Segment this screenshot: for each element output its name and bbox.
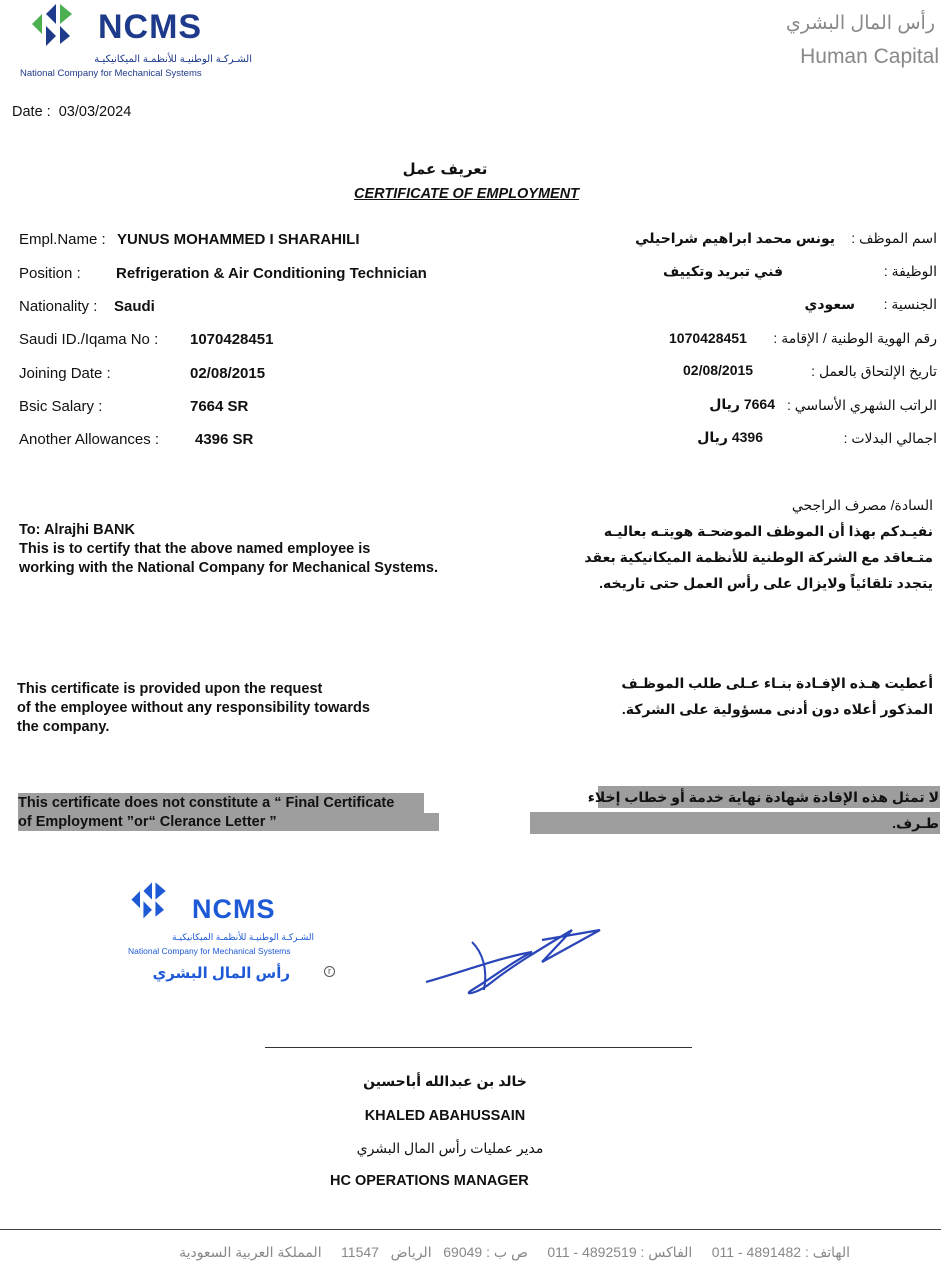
date-label: Date : (12, 104, 51, 120)
disclaimer-line-ar: طـرف. (892, 815, 939, 831)
bank-line: To: Alrajhi BANK (19, 522, 135, 538)
field-label-joining-date: Joining Date : (19, 365, 111, 382)
logo-english-name: National Company for Mechanical Systems (20, 68, 202, 79)
field-value-id: 1070428451 (190, 331, 274, 348)
ncms-diamond-icon (128, 880, 188, 920)
field-ar-label-id: رقم الهوية الوطنية / الإقامة : (773, 330, 937, 346)
field-label-id: Saudi ID./Iqama No : (19, 331, 159, 348)
field-label-salary: Bsic Salary : (19, 398, 103, 415)
bank-line-ar: نفيـدكم بهذا أن الموظف الموضحـة هويتـه بعاليـه (603, 523, 933, 539)
field-ar-value-nationality: سعودي (804, 296, 855, 312)
bank-paragraph-english (19, 521, 499, 578)
department-english: Human Capital (800, 45, 939, 68)
field-ar-value-name: يونس محمد ابراهيم شراحيلي (635, 230, 835, 246)
field-ar-label-name: اسم الموظف : (851, 230, 937, 246)
field-value-name: YUNUS MOHAMMED I SHARAHILI (117, 231, 360, 248)
title-arabic: تعريف عمل (402, 161, 488, 178)
bank-line-ar: متـعاقد مع الشركة الوطنية للأنظمة الميكانيكية بعقد (584, 549, 933, 565)
signature-drawing (422, 912, 622, 1002)
field-ar-label-joining-date: تاريخ الإلتحاق بالعمل : (811, 363, 937, 379)
title-english: CERTIFICATE OF EMPLOYMENT (354, 186, 580, 202)
field-ar-label-position: الوظيفة : (883, 263, 937, 279)
request-paragraph-arabic (553, 670, 933, 722)
signatory-name-english: KHALED ABAHUSSAIN (364, 1108, 526, 1124)
field-value-allowances: 4396 SR (195, 431, 254, 448)
stamp-department: رأس المال البشري (152, 965, 290, 982)
request-line-ar: المذكور أعلاه دون أدنى مسؤولية على الشركة. (621, 701, 933, 717)
field-label-allowances: Another Allowances : (19, 431, 160, 448)
field-ar-value-id: 1070428451 (669, 330, 747, 346)
request-line-ar: أعطيت هـذه الإفـادة بنـاء عـلى طلب الموظـف (621, 675, 933, 691)
stamp-arabic-name: الشـركـة الوطنيـة للأنظمـة الميكانيكيـة (172, 932, 314, 942)
logo-arabic-name: الشـركـة الوطنيـة للأنظمـة الميكانيكيـة (94, 54, 252, 65)
field-ar-value-position: فني تبريد وتكييف (662, 263, 783, 279)
field-ar-value-allowances: 4396 ريال (697, 429, 763, 445)
stamp-english-name: National Company for Mechanical Systems (128, 946, 291, 956)
field-value-nationality: Saudi (114, 298, 155, 315)
disclaimer-line: This certificate does not constitute a “ Final Certificate (18, 795, 395, 811)
bank-paragraph-arabic (553, 492, 933, 596)
company-stamp (128, 880, 348, 990)
disclaimer-arabic (539, 784, 939, 836)
bank-line: This is to certify that the above named employee is (19, 541, 371, 557)
registered-mark-icon: r (324, 966, 335, 977)
field-label-position: Position : (19, 265, 81, 282)
field-ar-label-nationality: الجنسية : (883, 296, 937, 312)
request-line: of the employee without any responsibility towards (17, 700, 370, 716)
logo-wordmark: NCMS (98, 8, 203, 46)
disclaimer-line: of Employment ”or“ Clerance Letter ” (18, 814, 277, 830)
signatory-title-arabic: مدير عمليات رأس المال البشري (356, 1140, 544, 1156)
field-ar-label-allowances: اجمالي البدلات : (843, 430, 937, 446)
footer-divider (0, 1229, 941, 1230)
date-value: 03/03/2024 (58, 104, 132, 120)
field-label-name: Empl.Name : (19, 231, 106, 248)
ncms-diamond-icon (18, 2, 88, 47)
date-line (12, 104, 131, 120)
signatory-name-arabic: خالد بن عبدالله أباحسين (363, 1073, 527, 1089)
footer-contact: الهاتف : 4891482 - 011 الفاكس : 4892519 - 011 ص ب : 69049 الرياض 11547 المملكة العربية السعودية (179, 1244, 850, 1260)
field-ar-value-salary: 7664 ريال (709, 396, 775, 412)
disclaimer-line-ar: لا تمثل هذه الإفادة شهادة نهاية خدمة أو خطاب إخلاء (587, 789, 939, 805)
field-ar-value-joining-date: 02/08/2015 (683, 362, 754, 378)
disclaimer-english (18, 794, 448, 832)
request-paragraph-english (17, 680, 437, 737)
field-label-nationality: Nationality : (19, 298, 98, 315)
bank-line-ar: السادة/ مصرف الراجحي (791, 497, 933, 513)
field-ar-label-salary: الراتب الشهري الأساسي : (786, 397, 937, 413)
bank-line-ar: يتجدد تلقائياً ولايزال على رأس العمل حتى تاريخه. (599, 575, 933, 591)
bank-line: working with the National Company for Mechanical Systems. (19, 560, 438, 576)
company-logo (18, 2, 258, 82)
stamp-wordmark: NCMS (192, 894, 276, 924)
request-line: This certificate is provided upon the request (17, 681, 323, 697)
field-value-joining-date: 02/08/2015 (190, 365, 266, 382)
request-line: the company. (17, 719, 110, 735)
field-value-position: Refrigeration & Air Conditioning Technician (116, 265, 427, 282)
signature-line (265, 1047, 692, 1048)
field-value-salary: 7664 SR (190, 398, 249, 415)
department-arabic: رأس المال البشري (786, 13, 935, 34)
signatory-title-english: HC OPERATIONS MANAGER (330, 1173, 529, 1189)
